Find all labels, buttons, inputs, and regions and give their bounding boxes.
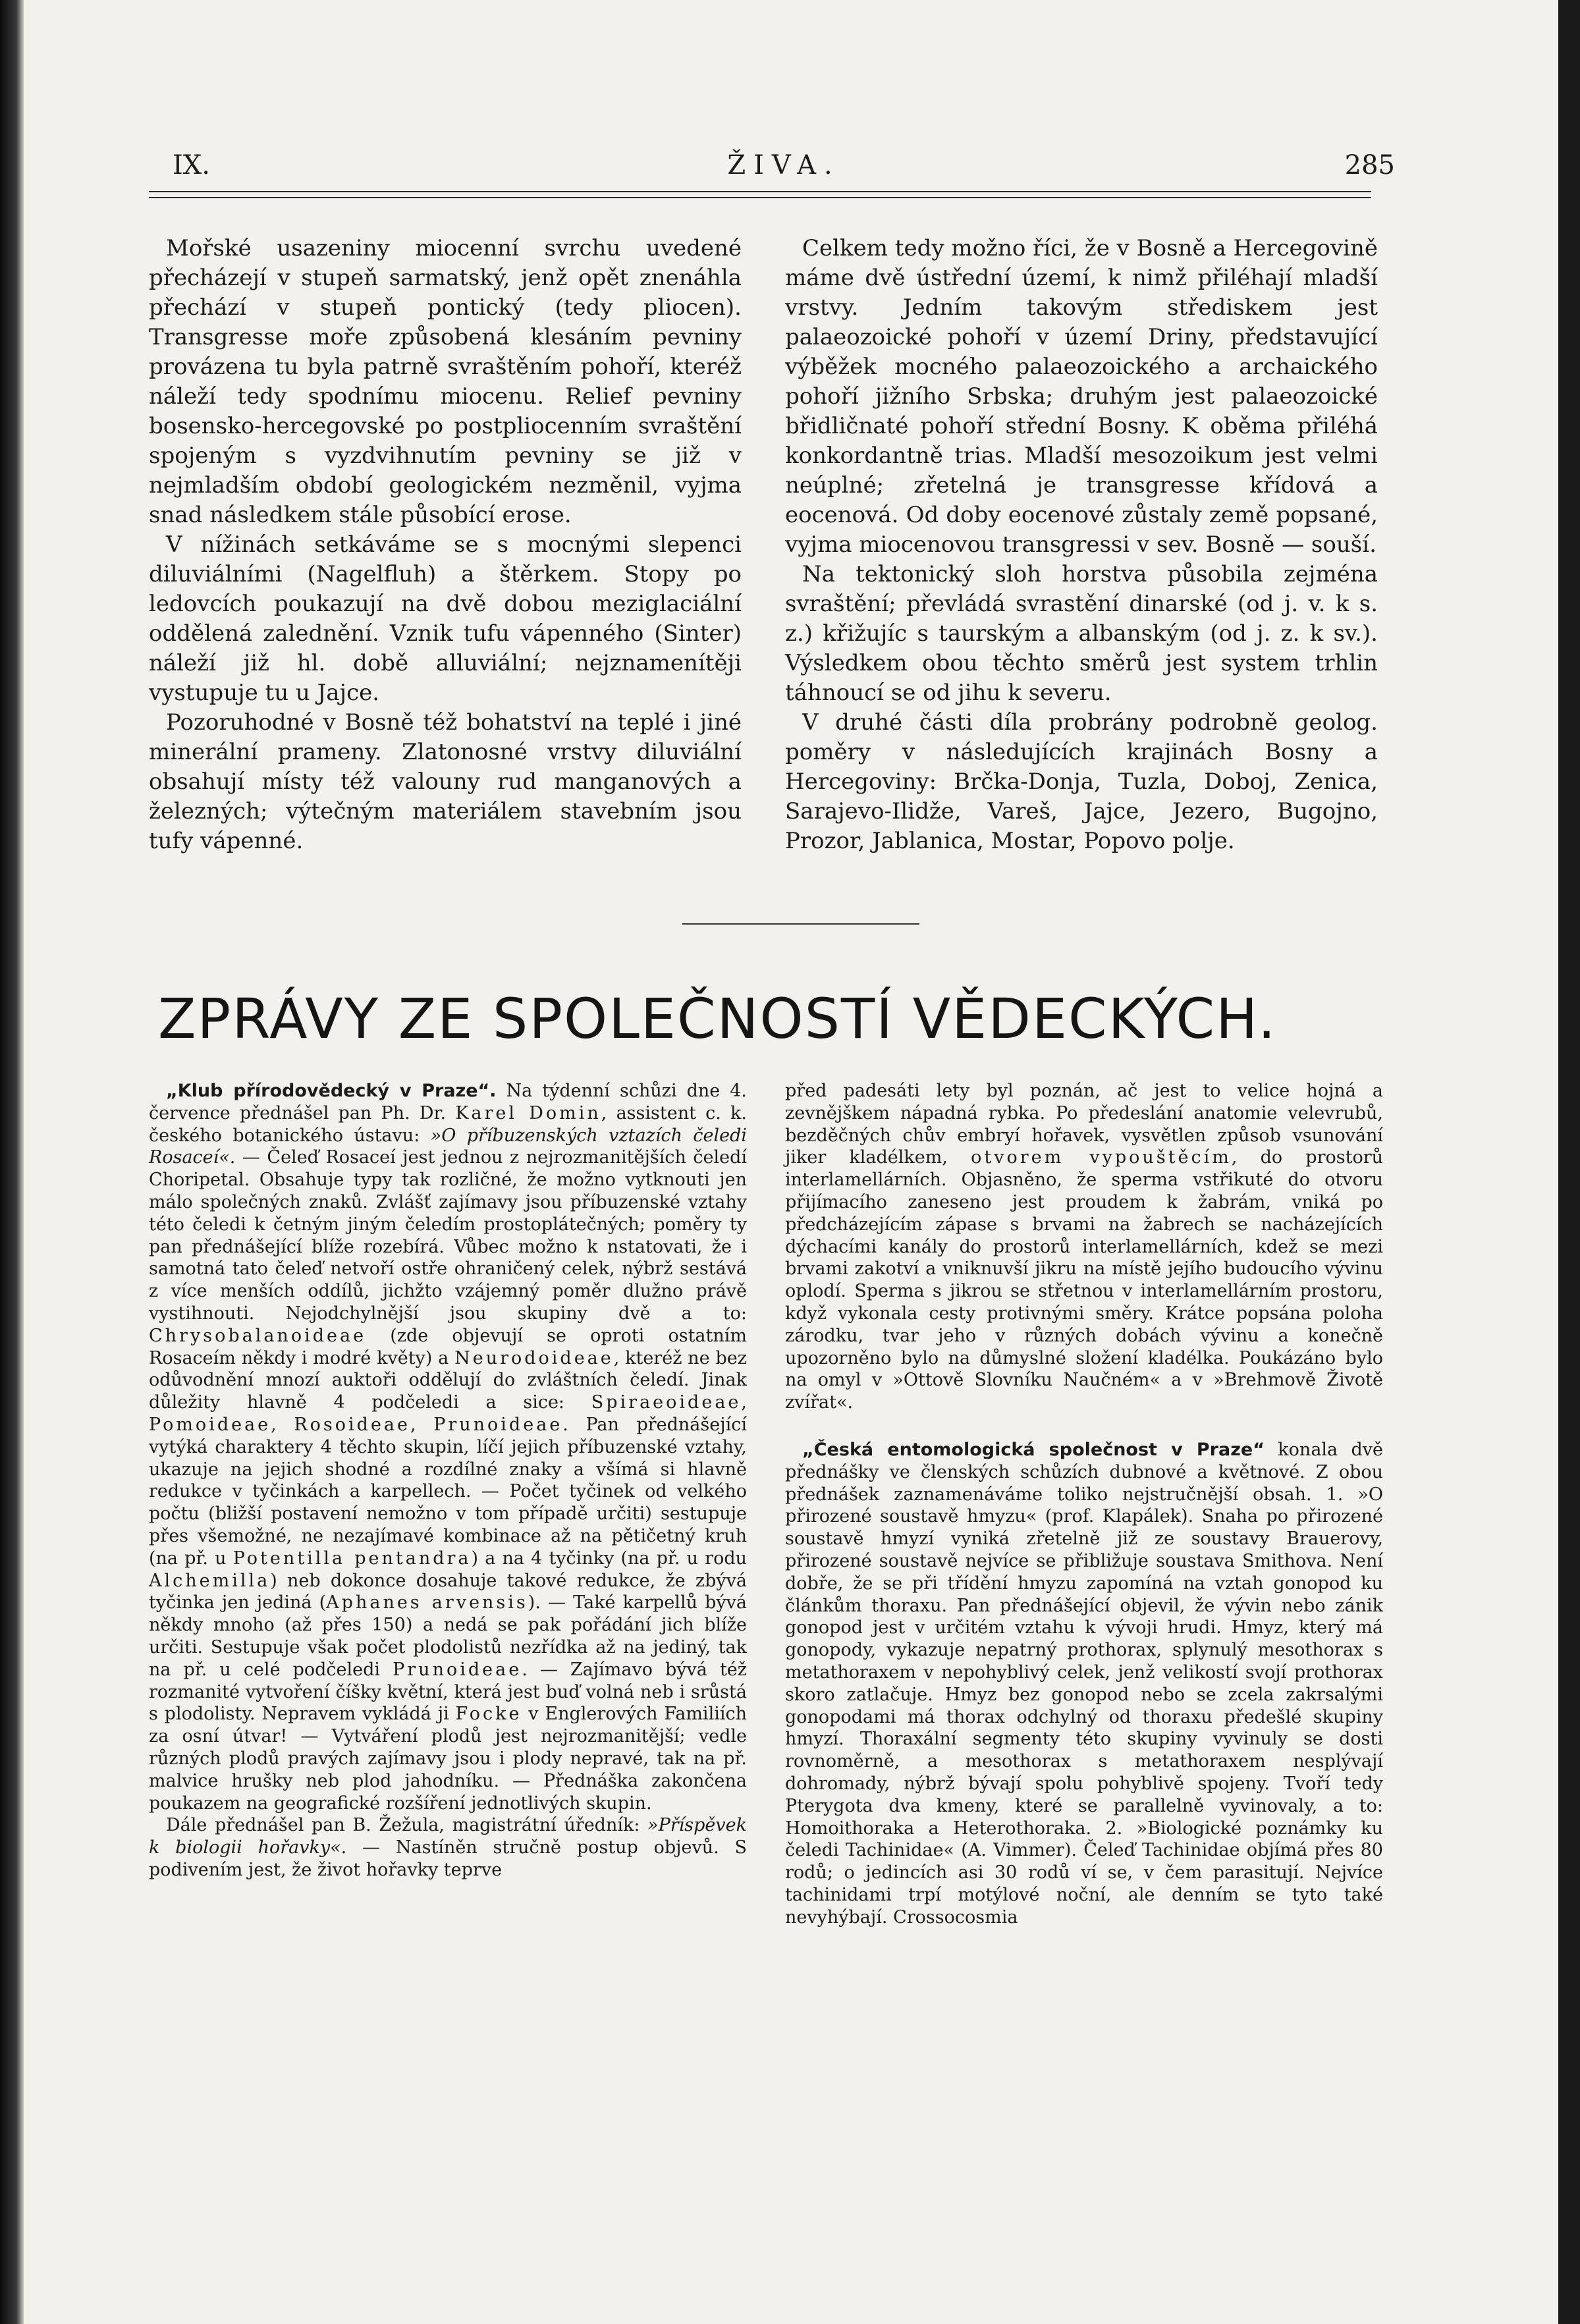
paragraph: Na tektonický sloh horstva působila zejména svraštění; převládá svrastění dinarské (od j. v. k s. z.) křižujíc s taurským a albanským (od j. z. k sv.). Výsledkem obou těchto směrů jest system trhlin táhnoucí se od jihu k severu. [785, 561, 1378, 706]
header-double-rule [149, 191, 1371, 198]
top-right-column [785, 234, 1378, 856]
society-name: „Česká entomologická společnost v Praze“ [802, 1439, 1265, 1460]
journal-title: ŽIVA. [727, 150, 840, 180]
lower-left-column [149, 1080, 747, 1881]
lecture-title: »Příspěvek k biologii hořavky« [149, 1815, 747, 1858]
lecture-title: »O příbuzenských vztazích čeledi Rosaceí« [149, 1125, 747, 1168]
speaker-name: Karel Domin [455, 1102, 601, 1123]
page-number: 285 [1344, 150, 1395, 180]
continued-paragraph: před padesáti lety byl poznán, ač jest to velice hojná a zevnějškem nápadná rybka. Po předeslání anatomie velevrubů, bezděčných chův embryí hořavek, vysvětlen způsob vsunování jiker kladélkem, otvorem vypouštěcím, do prostorů interlamellárních. Objasněno, že sperma vstřikuté do otvoru přijímacího zaneseno jest proudem k žabrám, vniká po předcházejícím zápase s brvami na žabrech se nacházejících dýchacími kanály do prostorů interlamellárních, kdež se mezi brvami zakotví a vniknuvší jikru na místě jejího budoucího vývinu oplodí. Sperma s jikrou se střetnou v interlamellárním prostoru, když vykonala cesty protivnými směry. Krátce popsána poloha zárodku, tvar jeho v různých dobách vývinu a konečně upozorněno bylo na důmyslné složení kladélka. Poukázáno bylo na omyl v »Ottově Slovníku Naučném« a v »Brehmově Životě zvířat«. [785, 1081, 1383, 1413]
section-separator [682, 923, 919, 925]
volume-number: IX. [173, 150, 210, 180]
society-name: „Klub přírodovědecký v Praze“. [166, 1081, 497, 1101]
paragraph: Celkem tedy možno říci, že v Bosně a Hercegovině máme dvě ústřední území, k nimž přiléhají mladší vrstvy. Jedním takovým střediskem jest palaeozoické pohoří v území Driny, představující výběžek mocného palaeozoického a archaického pohoří jižního Srbska; druhým jest palaeozoické břidličnaté pohoří střední Bosny. K oběma přiléhá konkordantně trias. Mladší mesozoikum jest velmi neúplné; zřetelná je transgresse křídová a eocenová. Od doby eocenové zůstaly země popsané, vyjma miocenovou transgressi v sev. Bosně — souší. [785, 235, 1378, 558]
entomological-report: „Česká entomologická společnost v Praze“ konala dvě přednášky ve členských schůzích dubnové a květnové. Z obou přednášek zaznamenáváme toliko nejstručnější obsah. 1. »O přirozené soustavě hmyzu« (prof. Klapálek). Snaha po přirozené soustavě hmyzí vyniká zřetelně již ze soustavy Brauerovy, přirozené soustavě nejvíce se přibližuje soustava Smithova. Není dobře, že se při třídění hmyzu zapomíná na vztah gonopod ku článkům thoraxu. Pan přednášející objevil, že vývin nebo zánik gonopod jest v určitém vztahu k vývoji hrudi. Hmyz, který má gonopody, vykazuje nepatrný prothorax, splynulý mesothorax s metathoraxem v nepohyblivý celek, jenž velikostí svojí prothorax skoro zatlačuje. Hmyz bez gonopod nebo se zcela zakrsalými gonopodami má thorax odchylný od thoraxu předešlé skupiny hmyzí. Thoraxální segmenty této skupiny vyvinuly se dosti rovnoměrně, a mesothorax s metathoraxem nesplývají dohromady, nýbrž bývají spolu pohyblivě spojeny. Tvoří tedy Pterygota dva kmeny, které se parallelně vyvinovaly, a to: Homoithoraka a Heterothoraka. 2. »Biologické poznámky ku čeledi Tachinidae« (A. Vimmer). Čeleď Tachinidae objímá přes 80 rodů; o jedincích asi 30 rodů ví se, v čem parasitují. Nejvíce tachinidami trpí motýlové noční, ale denním se tyto také nevyhýbají. Crossocosmia [785, 1439, 1384, 1928]
section-title: ZPRÁVY ZE SPOLEČNOSTÍ VĚDECKÝCH. [158, 986, 1277, 1051]
paragraph: Mořské usazeniny miocenní svrchu uvedené přecházejí v stupeň sarmatský, jenž opět znenáhla přechází v stupeň pontický (tedy pliocen). Transgresse moře způsobená klesáním pevniny provázena tu byla patrně svraštěním pohoří, kteréž náleží tedy spodnímu miocenu. Relief pevniny bosensko-hercegovské po postpliocenním svraštění spojeným s vyzdvihnutím pevniny se již v nejmladším období geologickém nezměnil, vyjma snad následkem stále působící erose. [149, 235, 742, 528]
paragraph: V druhé části díla probrány podrobně geolog. poměry v následujících krajinách Bosny a Hercegoviny: Brčka-Donja, Tuzla, Doboj, Zenica, Sarajevo-Ilidže, Vareš, Jajce, Jezero, Bugojno, Prozor, Jablanica, Mostar, Popovo polje. [785, 709, 1378, 854]
top-left-column [149, 234, 742, 856]
paragraph: Pozoruhodné v Bosně též bohatství na teplé i jiné minerální prameny. Zlatonosné vrstvy diluviální obsahují místy též valouny rud manganových a železných; výtečným materiálem stavebním jsou tufy vápenné. [149, 709, 742, 854]
club-report: „Klub přírodovědecký v Praze“. Na týdenní schůzi dne 4. července přednášel pan Ph. Dr. Karel Domin, assistent c. k. českého botanického ústavu: »O příbuzenských vztazích čeledi Rosaceí«. — Čeleď Rosaceí jest jednou z nejrozmanitějších čeledí Choripetal. Obsahuje typy tak rozličné, že možno vytknouti jen málo společných znaků. Zvlášť zajímavy jsou příbuzenské vztahy této čeledi k četným jiným čeledím prostoplátečných; poměry ty pan přednášející blíže rozebírá. Vůbec možno k nstatovati, že i samotná tato čeleď netvoří ostře ohraničený celek, nýbrž sestává z více menších oddílů, jichžto vzájemný poměr dlužno právě vystihnouti. Nejodchylnější jsou skupiny dvě a to: Chrysobalanoideae (zde objevují se oproti ostatním Rosaceím někdy i modré květy) a Neurodoideae, kteréž ne bez odůvodnění mnozí auktoři oddělují do zvláštních čeledí. Jinak důležity hlavně 4 podčeledi a sice: Spiraeoideae, Pomoideae, Rosoideae, Prunoideae. Pan přednášející vytýká charaktery 4 těchto skupin, líčí jejich příbuzenské vztahy, ukazuje na jejich shodné a rozdílné znaky a všímá si hlavně redukce v tyčinkách a karpellech. — Počet tyčinek od velkého počtu (bližší postavení nemožno v tom případě určiti) sestupuje přes všemožné, ne nezajímavé kombinace až na pětičetný kruh (na př. u Potentilla pentandra) a na 4 tyčinky (na př. u rodu Alchemilla) neb dokonce dosahuje takové redukce, že zbývá tyčinka jen jediná (Aphanes arvensis). — Také karpellů bývá někdy mnoho (až přes 150) a nedá se pak pořádání jich blíže určiti. Sestupuje však počet plodolistů nezřídka až na jediný, tak na př. u celé podčeledi Prunoideae. — Zajímavo bývá též rozmanité vytvoření číšky květní, která jest buď volná neb i srůstá s plodolisty. Nepravem vykládá ji Focke v Englerových Familiích za osní útvar! — Vytváření plodů jest nejrozmanitější; vedle různých plodů pravých zajímavy jsou i plody nepravé, tak na př. malvice hrušky neb plod jahodníku. — Přednáška zakončena poukazem na geografické rozšíření jednotlivých skupin. [149, 1081, 748, 1814]
lower-right-column [785, 1080, 1383, 1928]
scan-left-edge [0, 0, 24, 2324]
running-header [173, 150, 1395, 183]
paragraph: V nížinách setkáváme se s mocnými slepenci diluviálními (Nagelfluh) a štěrkem. Stopy po ledovcích poukazují na dvě dobou meziglaciální oddělená zalednění. Vznik tufu vápenného (Sinter) náleží již hl. době alluviální; nejznamenítěji vystupuje tu u Jajce. [149, 531, 742, 706]
second-lecture: Dále přednášel pan B. Žežula, magistrátní úředník: »Příspěvek k biologii hořavky«. — Nastíněn stručně postup objevů. S podivením jest, že život hořavky teprve [149, 1815, 747, 1880]
